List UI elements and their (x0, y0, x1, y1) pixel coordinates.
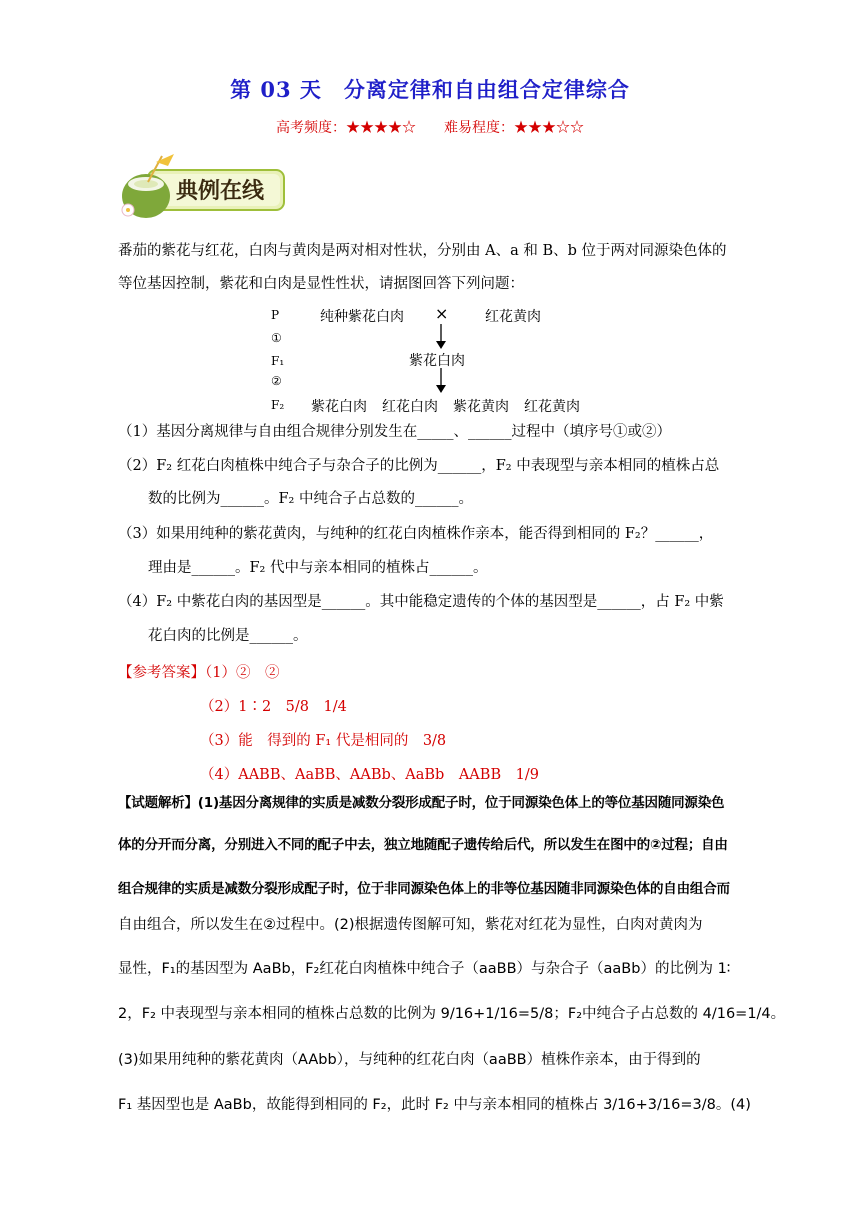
diagram-label-step1: ① (271, 331, 282, 345)
analysis-line-7: (3)如果用纯种的紫花黄肉（AAbb），与纯种的红花白肉（aaBB）植株作亲本，由于得到的 (118, 1052, 701, 1068)
rating-row (0, 117, 860, 137)
question-3a: （3）如果用纯种的紫花黄肉，与纯种的红花白肉植株作亲本，能否得到相同的 F₂？______， (118, 526, 714, 542)
parent-1: 纯种紫花白肉 (320, 309, 404, 325)
parent-2: 红花黄肉 (485, 309, 541, 325)
genetic-cross-diagram (265, 302, 605, 414)
f1-offspring: 紫花白肉 (409, 353, 465, 369)
difficulty-label: 难易程度： (444, 120, 514, 136)
cross-symbol: × (435, 304, 449, 323)
diagram-label-f2: F₂ (271, 398, 285, 412)
difficulty-stars: ★★★☆☆ (514, 120, 584, 136)
arrow-down-icon (433, 368, 449, 394)
question-4a: （4）F₂ 中紫花白肉的基因型是______。其中能稳定遗传的个体的基因型是______，占 F₂ 中紫 (118, 594, 724, 610)
f2-phenotype-3: 紫花黄肉 (453, 399, 509, 415)
answer-block (118, 661, 279, 682)
question-4b: 花白肉的比例是______。 (148, 628, 308, 644)
frequency-stars: ★★★★☆ (346, 120, 416, 136)
section-banner (118, 152, 286, 222)
answer-label: 【参考答案】 (118, 665, 205, 681)
question-2b: 数的比例为______。F₂ 中纯合子占总数的______。 (148, 491, 473, 507)
answer-3: （3）能 得到的 F₁ 代是相同的 3/8 (200, 733, 447, 749)
question-intro-2: 等位基因控制，紫花和白肉是显性性状，请据图回答下列问题： (118, 276, 524, 292)
frequency-label: 高考频度： (276, 120, 346, 136)
answer-1: （1）② ② (205, 665, 280, 681)
page-title: 第 03 天 分离定律和自由组合定律综合 (230, 77, 630, 102)
analysis-line-8: F₁ 基因型也是 AaBb，故能得到相同的 F₂，此时 F₂ 中与亲本相同的植株占 3/16+3/16=3/8。(4) (118, 1097, 751, 1113)
analysis-line-3: 组合规律的实质是减数分裂形成配子时，位于非同源染色体上的非等位基因随非同源染色体的自由组合而 (118, 881, 730, 897)
f2-phenotype-2: 红花白肉 (382, 399, 438, 415)
diagram-label-step2: ② (271, 374, 282, 388)
diagram-label-p: P (271, 308, 280, 322)
diagram-label-f1: F₁ (271, 354, 285, 368)
answer-2: （2）1∶2 5/8 1/4 (200, 699, 347, 715)
analysis-line-1: 【试题解析】(1)基因分离规律的实质是减数分裂形成配子时，位于同源染色体上的等位基因随同源染色 (118, 795, 725, 811)
banner-text: 典例在线 (176, 178, 265, 204)
arrow-down-icon (433, 324, 449, 350)
question-1: （1）基因分离规律与自由组合规律分别发生在_____、______过程中（填序号①或②） (118, 424, 671, 440)
f2-phenotype-1: 紫花白肉 (311, 399, 367, 415)
f2-phenotype-4: 红花黄肉 (524, 399, 580, 415)
question-3b: 理由是______。F₂ 代中与亲本相同的植株占______。 (148, 560, 488, 576)
question-2a: （2）F₂ 红花白肉植株中纯合子与杂合子的比例为______，F₂ 中表现型与亲本相同的植株占总 (118, 458, 720, 474)
analysis-line-6: 2，F₂ 中表现型与亲本相同的植株占总数的比例为 9/16+1/16=5/8；F₂中纯合子占总数的 4/16=1/4。 (118, 1006, 786, 1022)
coconut-drink-icon (118, 152, 286, 222)
answer-4: （4）AABB、AaBB、AABb、AaBb AABB 1/9 (200, 767, 539, 783)
analysis-line-2: 体的分开而分离，分别进入不同的配子中去，独立地随配子遗传给后代，所以发生在图中的②过程；自由 (118, 837, 728, 853)
analysis-line-4: 自由组合，所以发生在②过程中。(2)根据遗传图解可知，紫花对红花为显性，白肉对黄肉为 (118, 917, 703, 933)
question-intro-1: 番茄的紫花与红花，白肉与黄肉是两对相对性状，分别由 A、a 和 B、b 位于两对同源染色体的 (118, 243, 727, 259)
analysis-line-5: 显性，F₁的基因型为 AaBb，F₂红花白肉植株中纯合子（aaBB）与杂合子（aaBb）的比例为 1∶ (118, 961, 731, 977)
